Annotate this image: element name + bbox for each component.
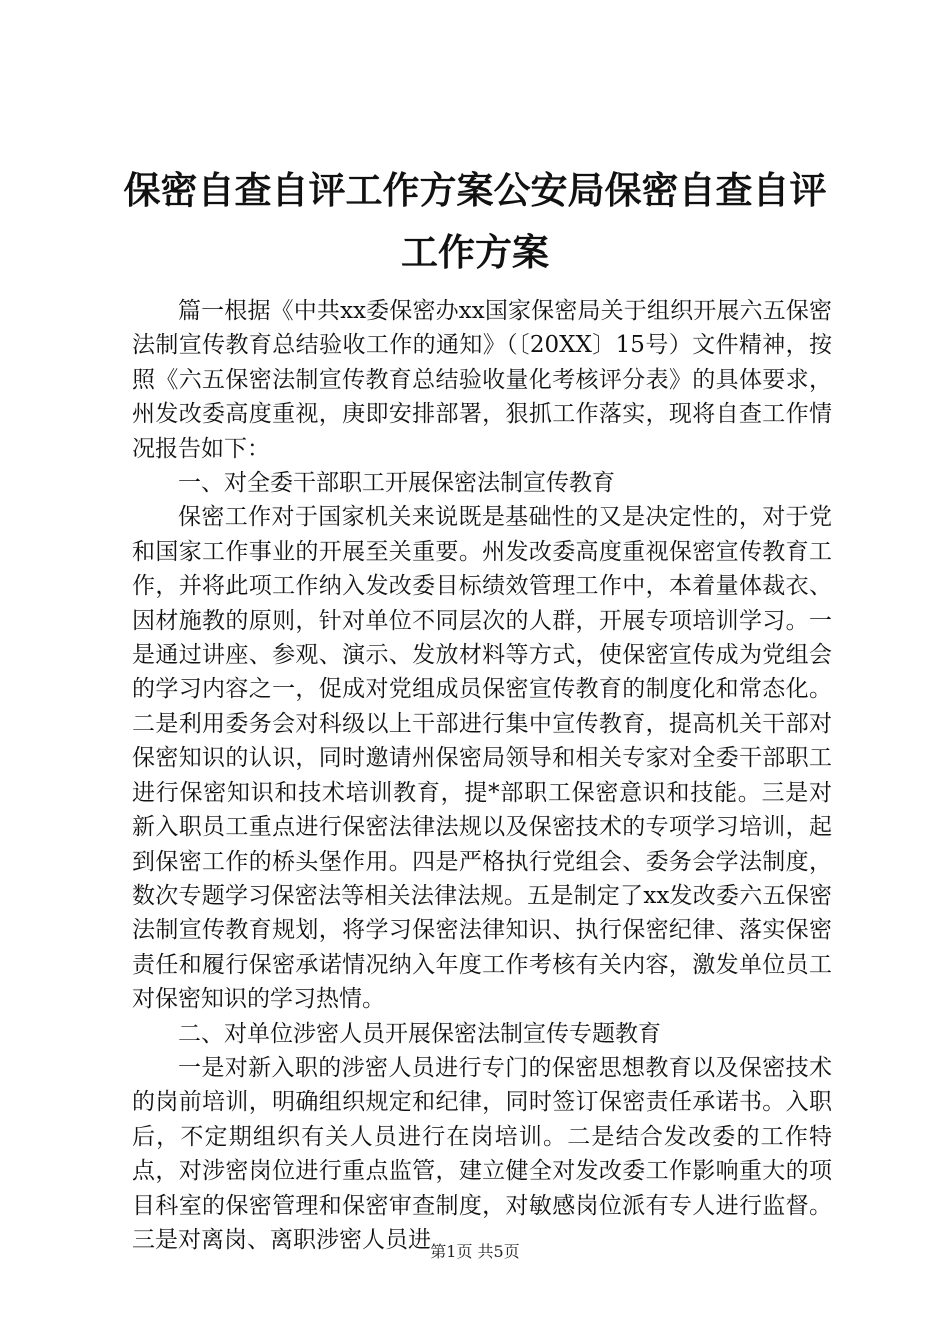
section-1-paragraph: 保密工作对于国家机关来说既是基础性的又是决定性的，对于党和国家工作事业的开展至关重要。州发改委高度重视保密宣传教育工作，并将此项工作纳入发改委目标绩效管理工作中，本着量体裁衣、因材施教的原则，针对单位不同层次的人群，开展专项培训学习。一是通过讲座、参观、演示、发放材料等方式，使保密宣传成为党组会的学习内容之一，促成对党组成员保密宣传教育的制度化和常态化。二是利用委务会对科级以上干部进行集中宣传教育，提高机关干部对保密知识的认识，同时邀请州保密局领导和相关专家对全委干部职工进行保密知识和技术培训教育，提*部职工保密意识和技能。三是对新入职员工重点进行保密法律法规以及保密技术的专项学习培训，起到保密工作的桥头堡作用。四是严格执行党组会、委务会学法制度，数次专题学习保密法等相关法律法规。五是制定了xx发改委六五保密法制宣传教育规划，将学习保密法律知识、执行保密纪律、落实保密责任和履行保密承诺情况纳入年度工作考核有关内容，激发单位员工对保密知识的学习热情。 bbox=[132, 504, 832, 1013]
document-title: 保密自查自评工作方案公安局保密自查自评工作方案 bbox=[123, 169, 827, 274]
section-heading-1: 一、对全委干部职工开展保密法制宣传教育 bbox=[178, 470, 615, 497]
section-2-paragraph: 一是对新入职的涉密人员进行专门的保密思想教育以及保密技术的岗前培训，明确组织规定和纪律，同时签订保密责任承诺书。入职后，不定期组织有关人员进行在岗培训。二是结合发改委的工作特点，对涉密岗位进行重点监管，建立健全对发改委工作影响重大的项目科室的保密管理和保密审查制度，对敏感岗位派有专人进行监督。三是对离岗、离职涉密人员进 bbox=[132, 1054, 832, 1253]
section-heading-2: 二、对单位涉密人员开展保密法制宣传专题教育 bbox=[178, 1020, 661, 1047]
page-number-footer: 第1页 共5页 bbox=[430, 1242, 520, 1261]
document-body bbox=[132, 294, 832, 1257]
intro-paragraph: 篇一根据《中共xx委保密办xx国家保密局关于组织开展六五保密法制宣传教育总结验收工作的通知》（〔20XX〕15号）文件精神，按照《六五保密法制宣传教育总结验收量化考核评分表》的具体要求，州发改委高度重视，庚即安排部署，狠抓工作落实，现将自查工作情况报告如下： bbox=[132, 298, 832, 462]
